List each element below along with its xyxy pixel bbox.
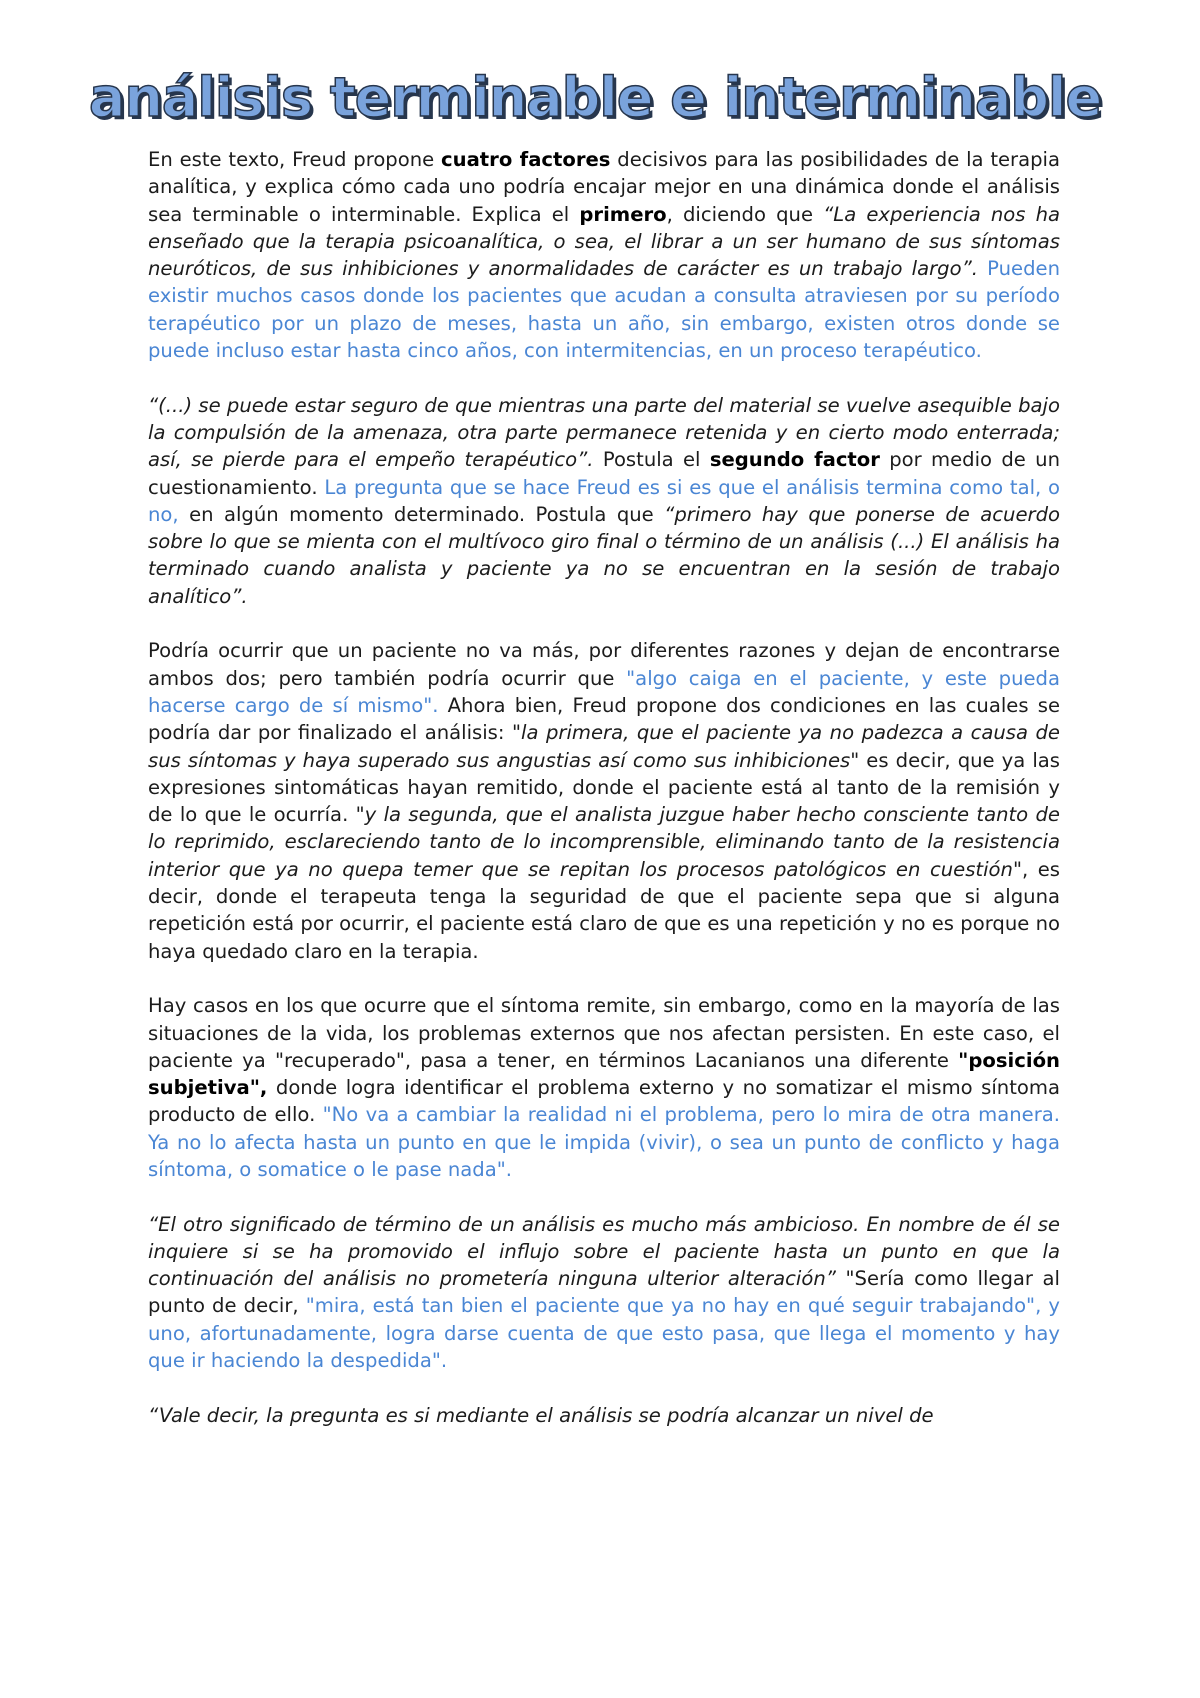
highlight-text: La pregunta que se hace Freud es si es que el análisis termina como tal, o no, — [148, 475, 1061, 526]
text-run: " es decir, que ya las expresiones sintomáticas hayan remitido, donde el paciente está al tanto de la remisión y de lo que le ocurría. " — [148, 748, 1060, 827]
document-body — [148, 146, 1060, 1429]
highlight-text: "algo caiga en el paciente, y este pueda hacerse cargo de sí mismo". — [148, 666, 1060, 717]
paragraph-5 — [148, 1211, 1060, 1375]
bold-text: segundo factor — [709, 448, 880, 472]
paragraph-3 — [148, 637, 1060, 965]
text-run: donde logra identificar el problema externo y no somatizar el mismo síntoma producto de ello. — [148, 1076, 1060, 1127]
highlight-text: "No va a cambiar la realidad ni el problema, pero lo mira de otra manera. Ya no lo afecta hasta un punto en que le impida (vivir), o sea un punto de conflicto y haga síntoma, o somatice o le pase nada". — [148, 1103, 1060, 1181]
text-run: Postula el — [593, 448, 710, 472]
text-run: Ahora bien, Freud propone dos condiciones en las cuales se podría dar por finalizado el análisis: " — [148, 693, 1060, 745]
quote-text: y la segunda, que el analista juzgue haber hecho consciente tanto de lo reprimido, esclareciendo tanto de lo incomprensible, eliminando tanto de la resistencia interior que ya no quepa temer que se repitan los procesos patológicos en cuestión — [148, 803, 1060, 881]
highlight-text: "mira, está tan bien el paciente que ya no hay en qué seguir trabajando", y uno, afortunadamente, logra darse cuenta de que esto pasa, que llega el momento y hay que ir haciendo la despedida". — [148, 1294, 1060, 1373]
text-run: por medio de un cuestionamiento. — [148, 448, 1060, 499]
highlight-text: Pueden existir muchos casos donde los pacientes que acudan a consulta atraviesen por su período terapéutico por un plazo de meses, hasta un año, sin embargo, existen otros donde se puede incluso estar hasta cinco años, con intermitencias, en un proceso terapéutico. — [148, 257, 1060, 363]
quote-text: “El otro significado de término de un análisis es mucho más ambicioso. En nombre de él se inquiere si se ha promovido el influjo sobre el paciente hasta un punto en que la continuación del análisis no prometería ninguna ulterior alteración” — [148, 1212, 1060, 1291]
text-run: en algún momento determinado. Postula que — [178, 502, 665, 526]
text-run: "Sería como llegar al punto de decir, — [148, 1267, 1060, 1318]
text-run — [978, 257, 987, 280]
paragraph-1 — [148, 146, 1060, 364]
quote-text: “Vale decir, la pregunta es si mediante el análisis se podría alcanzar un nivel de — [148, 1403, 934, 1427]
text-run: , diciendo que — [666, 202, 824, 226]
text-run: En este texto, Freud propone — [148, 148, 441, 171]
paragraph-4 — [148, 992, 1060, 1183]
quote-text: “La experiencia nos ha enseñado que la terapia psicoanalítica, o sea, el librar a un ser humano de sus síntomas neuróticos, de sus inhibiciones y anormalidades de carácter es un trabajo largo”. — [148, 202, 1060, 281]
bold-text: "posición subjetiva", — [148, 1048, 1060, 1100]
text-run: Podría ocurrir que un paciente no va más, por diferentes razones y dejan de encontrarse ambos dos; pero también podría ocurrir que — [148, 639, 1060, 690]
text-run: ", es decir, donde el terapeuta tenga la seguridad de que el paciente sepa que si alguna repetición está por ocurrir, el paciente está claro de que es una repetición y no es porque no haya quedado claro en la terapia. — [148, 857, 1060, 963]
paragraph-2 — [148, 392, 1060, 610]
text-run: decisivos para las posibilidades de la terapia analítica, y explica cómo cada uno podría encajar mejor en una dinámica donde el análisis sea terminable o interminable. Explica el — [148, 148, 1061, 226]
bold-text: cuatro factores — [441, 148, 611, 171]
text-run: Hay casos en los que ocurre que el síntoma remite, sin embargo, como en la mayoría de las situaciones de la vida, los problemas externos que nos afectan persisten. En este caso, el paciente ya "recuperado", pasa a tener, en términos Lacanianos una diferente — [148, 994, 1060, 1072]
bold-text: primero — [579, 202, 667, 226]
quote-text: “(...) se puede estar seguro de que mientras una parte del material se vuelve asequible bajo la compulsión de la amenaza, otra parte permanece retenida y en cierto modo enterrada; así, se pierde para el empeño terapéutico”. — [148, 393, 1060, 472]
paragraph-6 — [148, 1402, 1060, 1429]
page-title: análisis terminable e interminable — [88, 66, 1102, 130]
quote-text: “primero hay que ponerse de acuerdo sobre lo que se mienta con el multívoco giro final o término de un análisis (...) El análisis ha terminado cuando analista y paciente ya no se encuentran en la sesión de trabajo analítico”. — [148, 502, 1060, 608]
quote-text: la primera, que el paciente ya no padezca a causa de sus síntomas y haya superado sus angustias así como sus inhibiciones — [148, 721, 1060, 772]
